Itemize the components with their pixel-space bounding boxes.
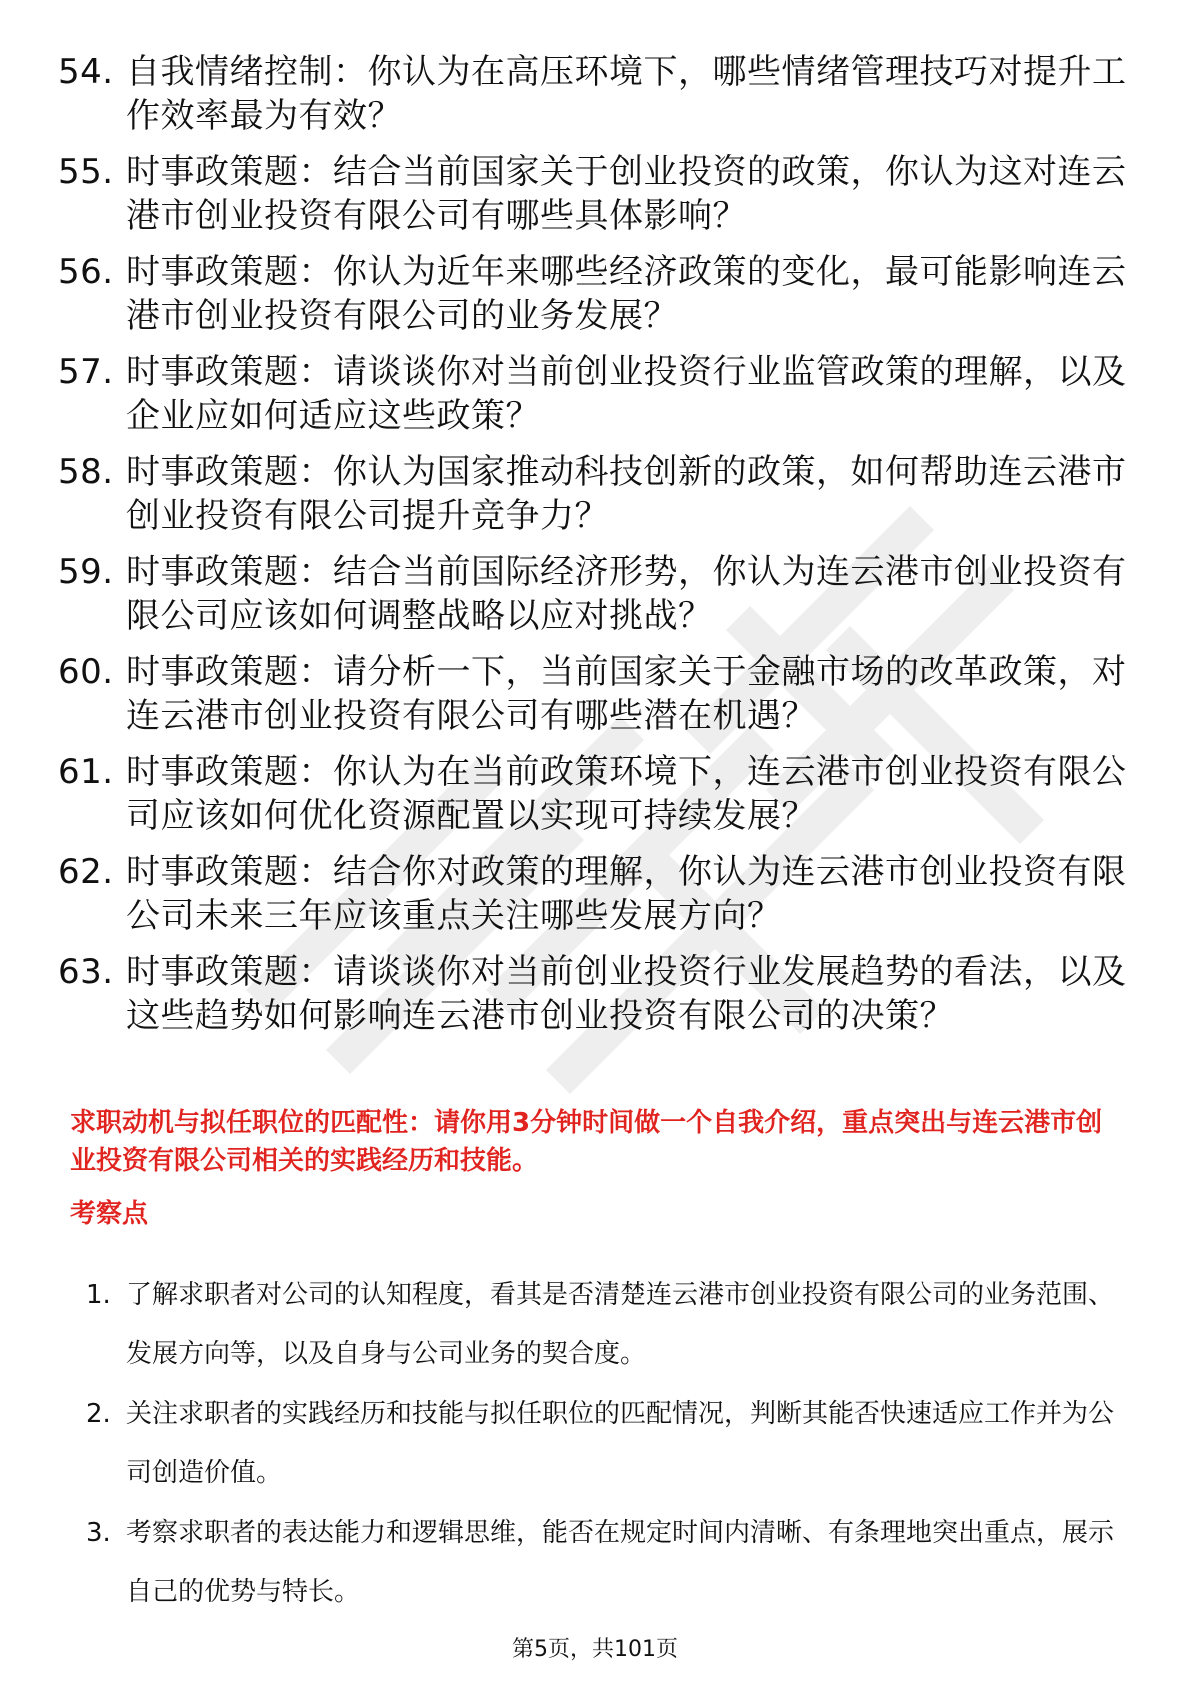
- list-item: [58, 450, 1138, 538]
- question-text: 时事政策题：结合当前国家关于创业投资的政策，你认为这对连云港市创业投资有限公司有哪些具体影响？: [126, 152, 1127, 236]
- list-item: [58, 250, 1138, 338]
- point-number: 3.: [86, 1518, 111, 1548]
- question-text: 时事政策题：请分析一下，当前国家关于金融市场的改革政策，对连云港市创业投资有限公司有哪些潜在机遇？: [126, 652, 1127, 736]
- list-item: [86, 1385, 1126, 1503]
- question-number: 55.: [58, 152, 114, 192]
- list-item: [58, 650, 1138, 738]
- question-number: 63.: [58, 952, 114, 992]
- question-text: 时事政策题：请谈谈你对当前创业投资行业监管政策的理解，以及企业应如何适应这些政策？: [126, 352, 1127, 436]
- question-text: 时事政策题：你认为国家推动科技创新的政策，如何帮助连云港市创业投资有限公司提升竞争力？: [126, 452, 1127, 536]
- list-item: [58, 550, 1138, 638]
- page-footer: 第5页，共101页: [512, 1637, 678, 1662]
- point-text: 关注求职者的实践经历和技能与拟任职位的匹配情况，判断其能否快速适应工作并为公司创造价值。: [126, 1399, 1115, 1488]
- question-text: 时事政策题：你认为在当前政策环境下，连云港市创业投资有限公司应该如何优化资源配置以实现可持续发展？: [126, 752, 1127, 836]
- question-number: 59.: [58, 552, 114, 592]
- point-number: 1.: [86, 1280, 111, 1310]
- list-item: [58, 850, 1138, 938]
- list-item: [58, 150, 1138, 238]
- question-number: 62.: [58, 852, 114, 892]
- list-item: [86, 1504, 1126, 1622]
- question-text: 时事政策题：你认为近年来哪些经济政策的变化，最可能影响连云港市创业投资有限公司的业务发展？: [126, 252, 1127, 336]
- section-title: 考察点: [70, 1199, 149, 1229]
- list-item: [58, 950, 1138, 1038]
- question-text: 时事政策题：请谈谈你对当前创业投资行业发展趋势的看法，以及这些趋势如何影响连云港市创业投资有限公司的决策？: [126, 952, 1127, 1036]
- question-number: 61.: [58, 752, 114, 792]
- list-item: [58, 50, 1138, 138]
- list-item: [86, 1266, 1126, 1384]
- question-number: 57.: [58, 352, 114, 392]
- list-item: [58, 350, 1138, 438]
- question-text: 自我情绪控制：你认为在高压环境下，哪些情绪管理技巧对提升工作效率最为有效？: [126, 52, 1127, 136]
- question-number: 54.: [58, 52, 114, 92]
- question-text: 时事政策题：结合当前国际经济形势，你认为连云港市创业投资有限公司应该如何调整战略以应对挑战？: [126, 552, 1127, 636]
- point-number: 2.: [86, 1399, 111, 1429]
- point-text: 了解求职者对公司的认知程度，看其是否清楚连云港市创业投资有限公司的业务范围、发展方向等，以及自身与公司业务的契合度。: [126, 1280, 1115, 1369]
- question-list: [58, 50, 1138, 1050]
- question-number: 56.: [58, 252, 114, 292]
- question-number: 60.: [58, 652, 114, 692]
- question-text: 时事政策题：结合你对政策的理解，你认为连云港市创业投资有限公司未来三年应该重点关注哪些发展方向？: [126, 852, 1127, 936]
- question-number: 58.: [58, 452, 114, 492]
- point-text: 考察求职者的表达能力和逻辑思维，能否在规定时间内清晰、有条理地突出重点，展示自己的优势与特长。: [126, 1518, 1115, 1607]
- list-item: [58, 750, 1138, 838]
- highlight-question: 求职动机与拟任职位的匹配性：请你用3分钟时间做一个自我介绍，重点突出与连云港市创业投资有限公司相关的实践经历和技能。: [70, 1108, 1103, 1176]
- assessment-points-list: [86, 1266, 1126, 1623]
